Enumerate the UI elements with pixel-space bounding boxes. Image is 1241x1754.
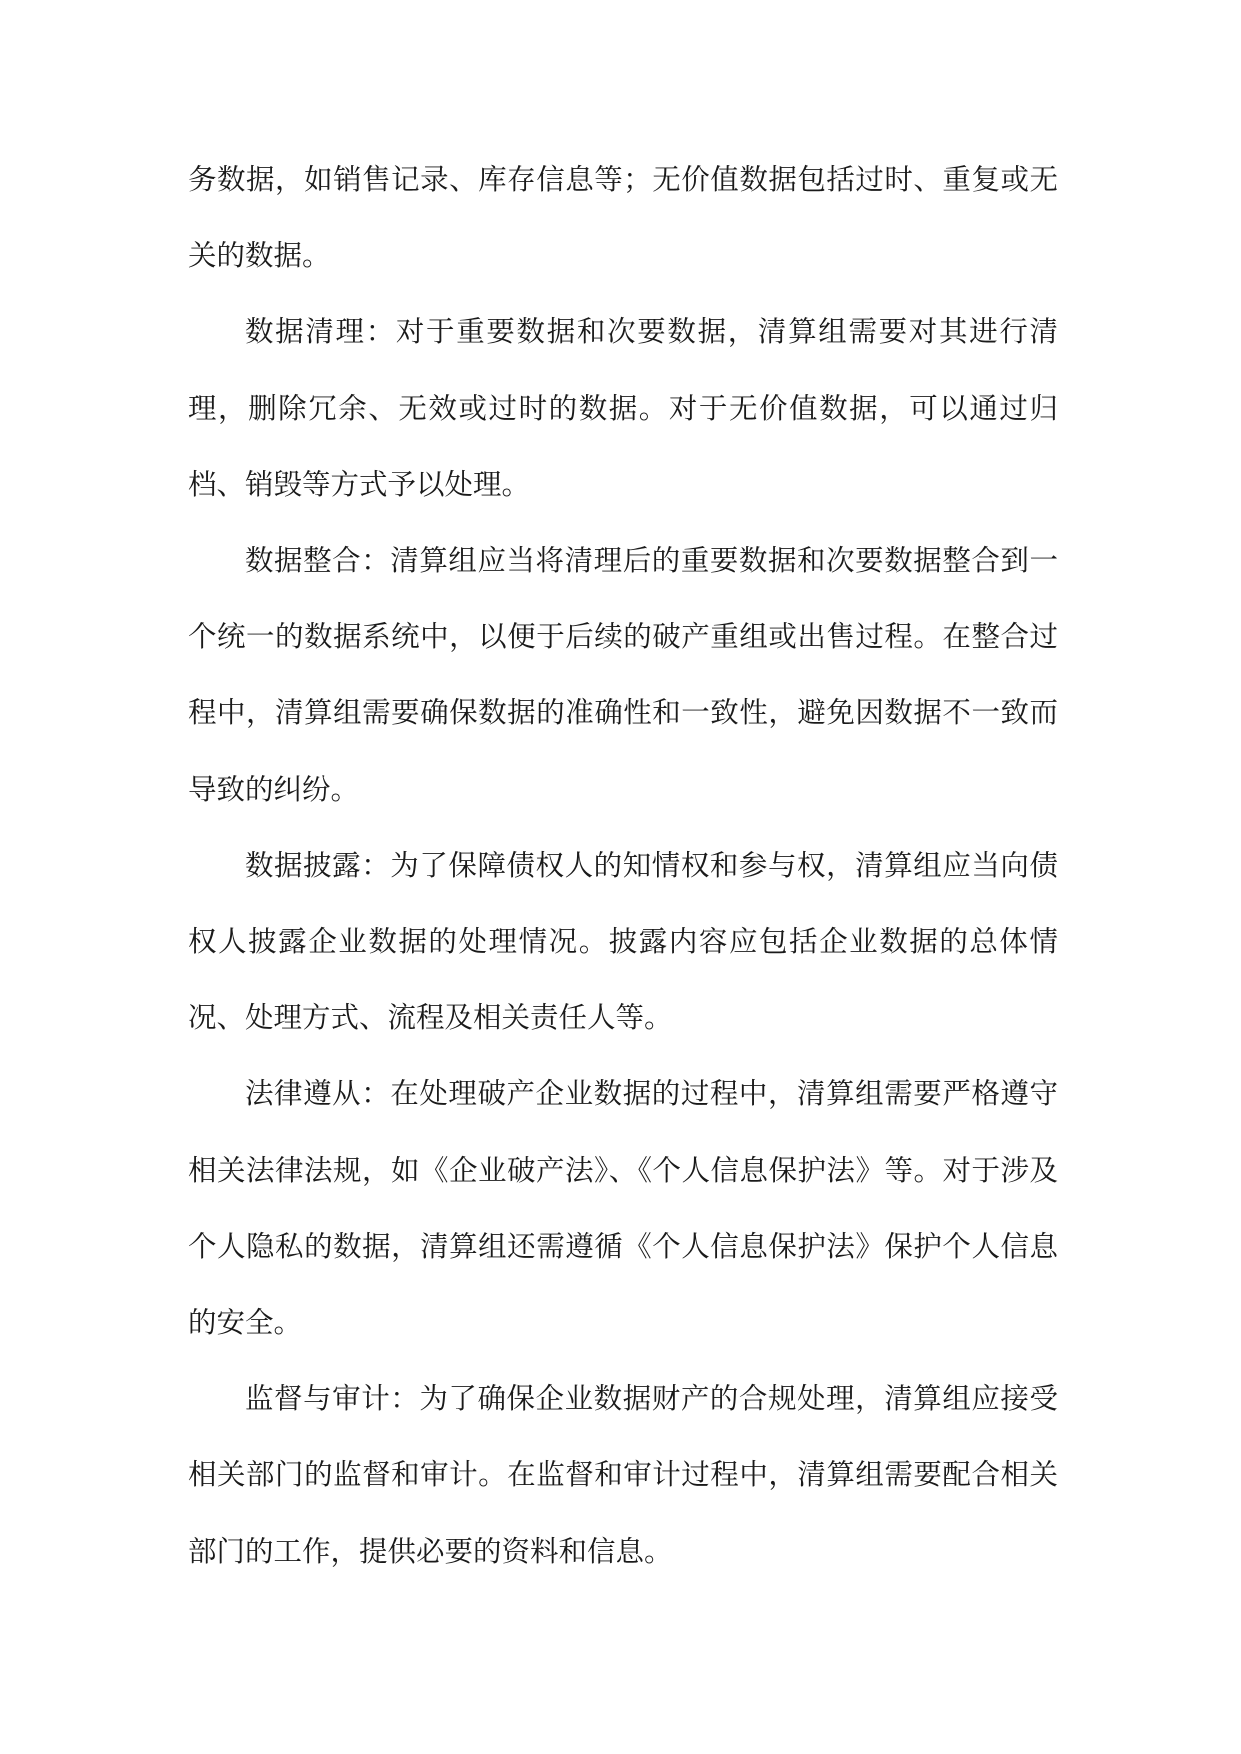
paragraph-data-cleaning: 数据清理：对于重要数据和次要数据，清算组需要对其进行清理，删除冗余、无效或过时的数据。对于无价值数据，可以通过归档、销毁等方式予以处理。 <box>188 315 1058 501</box>
paragraph-legal-compliance: 法律遵从：在处理破产企业数据的过程中，清算组需要严格遵守相关法律法规，如《企业破产法》、《个人信息保护法》等。对于涉及个人隐私的数据，清算组还需遵循《个人信息保护法》保护个人信息的安全。 <box>188 1077 1058 1340</box>
paragraph-data-disclosure: 数据披露：为了保障债权人的知情权和参与权，清算组应当向债权人披露企业数据的处理情况。披露内容应包括企业数据的总体情况、处理方式、流程及相关责任人等。 <box>188 848 1058 1035</box>
document-body <box>188 142 1058 1590</box>
paragraph-data-integration: 数据整合：清算组应当将清理后的重要数据和次要数据整合到一个统一的数据系统中，以便于后续的破产重组或出售过程。在整合过程中，清算组需要确保数据的准确性和一致性，避免因数据不一致而导致的纠纷。 <box>188 544 1058 806</box>
paragraph-data-classification-end: 务数据，如销售记录、库存信息等；无价值数据包括过时、重复或无关的数据。 <box>188 163 1058 273</box>
paragraph-supervision-audit: 监督与审计：为了确保企业数据财产的合规处理，清算组应接受相关部门的监督和审计。在监督和审计过程中，清算组需要配合相关部门的工作，提供必要的资料和信息。 <box>188 1382 1058 1568</box>
